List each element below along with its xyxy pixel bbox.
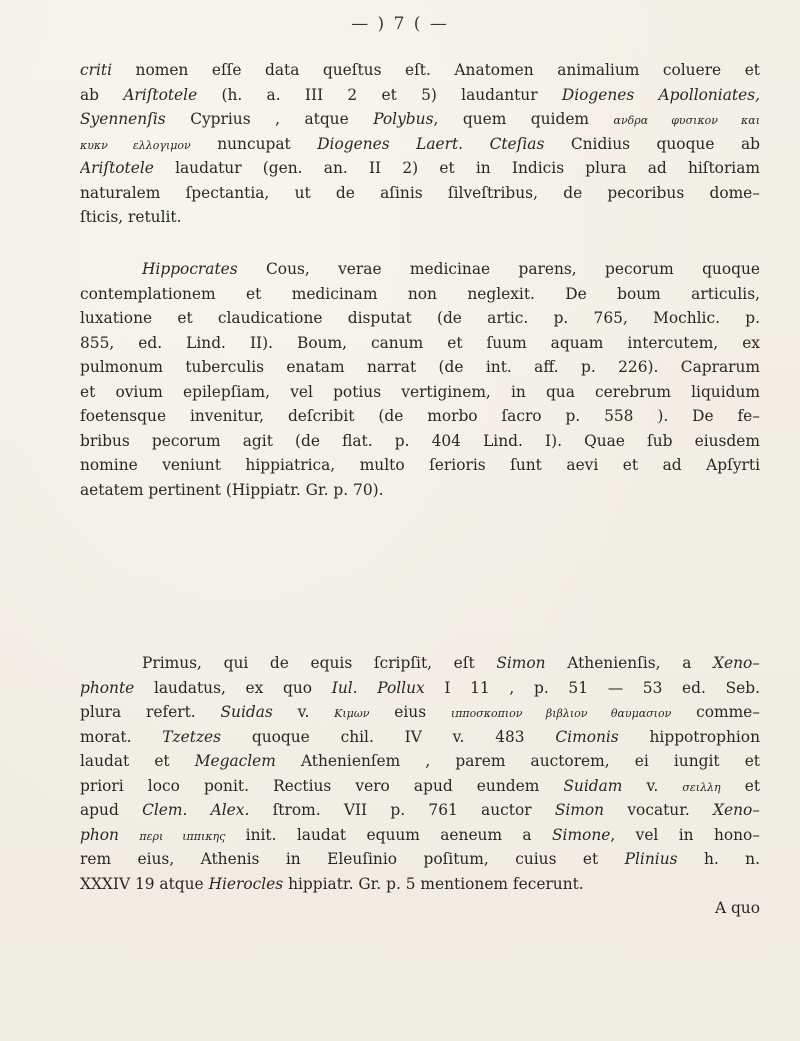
text-line: [80, 132, 760, 157]
roman-text: laudatur (gen. an. II 2) et in Indicis plura ad hiſtoriam: [153, 159, 760, 177]
text-line: [80, 676, 760, 701]
text-line: [80, 380, 760, 405]
italic-text: Hierocles: [208, 874, 284, 893]
text-line: [80, 181, 760, 206]
roman-text: v.: [622, 776, 683, 795]
roman-text: aetatem pertinent (Hippiatr. Gr. p. 70).: [80, 480, 384, 499]
text-line: [80, 331, 760, 356]
italic-text: Xeno–: [713, 801, 760, 819]
italic-text: Diogenes Apolloniates,: [561, 85, 760, 104]
text-line: [80, 749, 760, 774]
greek-text: περι ιππικης: [139, 829, 226, 843]
roman-text: nomen eſſe data queſtus eſt. Anatomen animalium coluere et: [112, 61, 760, 79]
roman-text: ſtrom. VII p. 761 auctor: [249, 801, 555, 819]
roman-text: Athenienſem , parem auctorem, ei iungit et: [275, 752, 760, 770]
paragraph-anatomy: [80, 58, 760, 230]
catchword: A quo: [714, 899, 760, 917]
text-line: [80, 453, 760, 478]
text-line: [80, 725, 760, 750]
roman-text: morat.: [80, 727, 163, 746]
roman-text: apud: [80, 801, 143, 819]
roman-text: nomine veniunt hippiatrica, multo ſerioris ſunt aevi et ad Apſyrti: [80, 456, 760, 474]
text-line: [80, 205, 760, 230]
roman-text: nuncupat: [190, 134, 318, 153]
text-line: [80, 847, 760, 872]
roman-text: vocatur.: [604, 801, 714, 819]
page-header: — ) 7 ( —: [351, 14, 449, 34]
italic-text: Hippocrates: [142, 260, 238, 278]
text-line: [80, 156, 760, 181]
roman-text: laudat et: [80, 752, 195, 770]
roman-text: priori loco ponit. Rectius vero apud eundem: [80, 776, 564, 795]
roman-text: , quem quidem: [433, 110, 614, 128]
roman-text: Cous, verae medicinae parens, pecorum quoque: [237, 260, 760, 278]
roman-text: comme–: [671, 703, 760, 721]
italic-text: phonte: [80, 678, 135, 697]
text-line: [80, 700, 760, 725]
italic-text: Syennenſis: [80, 110, 166, 128]
roman-text: (h. a. III 2 et 5) laudantur: [197, 85, 562, 104]
italic-text: Suidam: [563, 776, 623, 795]
greek-text: ιπποσκοπιον βιβλιον θαυμασιον: [450, 707, 672, 720]
roman-text: XXXIV 19 atque: [80, 874, 209, 893]
italic-text: Tzetzes: [162, 727, 222, 746]
text-line: [80, 872, 760, 897]
roman-text: 855, ed. Lind. II). Boum, canum et ſuum aquam intercutem, ex: [80, 333, 760, 352]
italic-text: criti: [80, 61, 113, 79]
greek-text: Κιμων: [334, 707, 370, 720]
roman-text: hippotrophion: [618, 727, 760, 746]
greek-text: κυκν ελλογιμον: [80, 138, 191, 152]
italic-text: Simon: [496, 654, 546, 672]
italic-text: Cteſias: [489, 134, 545, 153]
roman-text: ſticis, retulit.: [80, 208, 182, 226]
roman-text: luxatione et claudicatione disputat (de artic. p. 765, Mochlic. p.: [80, 309, 760, 327]
roman-text: Cyprius , atque: [165, 110, 374, 128]
italic-text: Ariſtotele: [123, 85, 198, 104]
text-line: [80, 404, 760, 429]
roman-text: foetensque invenitur, deſcribit (de morbo ſacro p. 558 ). De fe–: [80, 407, 760, 425]
roman-text: contemplationem et medicinam non neglexit. De boum articulis,: [80, 284, 760, 303]
greek-text: ανδρα φυσικον και: [613, 114, 760, 127]
text-line: [80, 282, 760, 307]
text-line: [80, 798, 760, 823]
italic-text: Diogenes Laert.: [317, 134, 464, 153]
text-line: [80, 774, 760, 799]
italic-text: Clem. Alex.: [142, 801, 250, 819]
roman-text: ab: [80, 85, 124, 104]
italic-text: Iul. Pollux: [331, 678, 425, 697]
roman-text: Primus, qui de equis ſcripſit, eſt: [142, 654, 497, 672]
italic-text: Suidas: [220, 703, 273, 721]
roman-text: bribus pecorum agit (de flat. p. 404 Lind. I). Quae ſub eiusdem: [80, 431, 760, 450]
text-line: [80, 429, 760, 454]
roman-text: h. n.: [677, 850, 760, 868]
roman-text: I 11 , p. 51 — 53 ed. Seb.: [424, 678, 760, 697]
text-line: [80, 355, 760, 380]
italic-text: Ariſtotele: [80, 159, 154, 177]
text-line: [80, 651, 760, 676]
text-line: [80, 83, 760, 108]
roman-text: Athenienſis, a: [545, 654, 714, 672]
roman-text: naturalem ſpectantia, ut de aſinis ſilveſtribus, de pecoribus dome–: [80, 183, 760, 202]
roman-text: plura refert.: [80, 703, 221, 721]
italic-text: Plinius: [624, 850, 678, 868]
paragraph-simon: [80, 651, 760, 921]
italic-text: Simon: [554, 801, 605, 819]
roman-text: rem eius, Athenis in Eleuſinio poſitum, cuius et: [80, 850, 625, 868]
text-line: [80, 257, 760, 282]
roman-text: [463, 135, 490, 153]
italic-text: phon: [80, 825, 119, 844]
text-line: [80, 306, 760, 331]
roman-text: hippiatr. Gr. p. 5 mentionem fecerunt.: [283, 874, 584, 893]
roman-text: et: [720, 776, 760, 795]
roman-text: , vel in hono–: [610, 825, 760, 844]
roman-text: [119, 826, 139, 844]
text-line: [80, 58, 760, 83]
paragraph-hippocrates: [80, 257, 760, 502]
text-line: [80, 107, 760, 132]
greek-text: σειλλη: [682, 780, 721, 794]
italic-text: Cimonis: [555, 727, 619, 746]
italic-text: Megaclem: [194, 752, 276, 770]
roman-text: v.: [272, 703, 335, 721]
text-line: [80, 823, 760, 848]
roman-text: eius: [369, 703, 451, 721]
italic-text: Polybus: [373, 110, 434, 128]
italic-text: Xeno–: [713, 654, 760, 672]
italic-text: Simone: [552, 825, 611, 844]
roman-text: pulmonum tuberculis enatam narrat (de int. aff. p. 226). Caprarum: [80, 358, 760, 376]
roman-text: et ovium epilepſiam, vel potius vertiginem, in qua cerebrum liquidum: [80, 382, 760, 401]
roman-text: init. laudat equum aeneum a: [225, 825, 552, 844]
roman-text: Cnidius quoque ab: [544, 134, 760, 153]
text-line: [80, 478, 760, 503]
roman-text: quoque chil. IV v. 483: [221, 727, 556, 746]
roman-text: laudatus, ex quo: [134, 678, 332, 697]
